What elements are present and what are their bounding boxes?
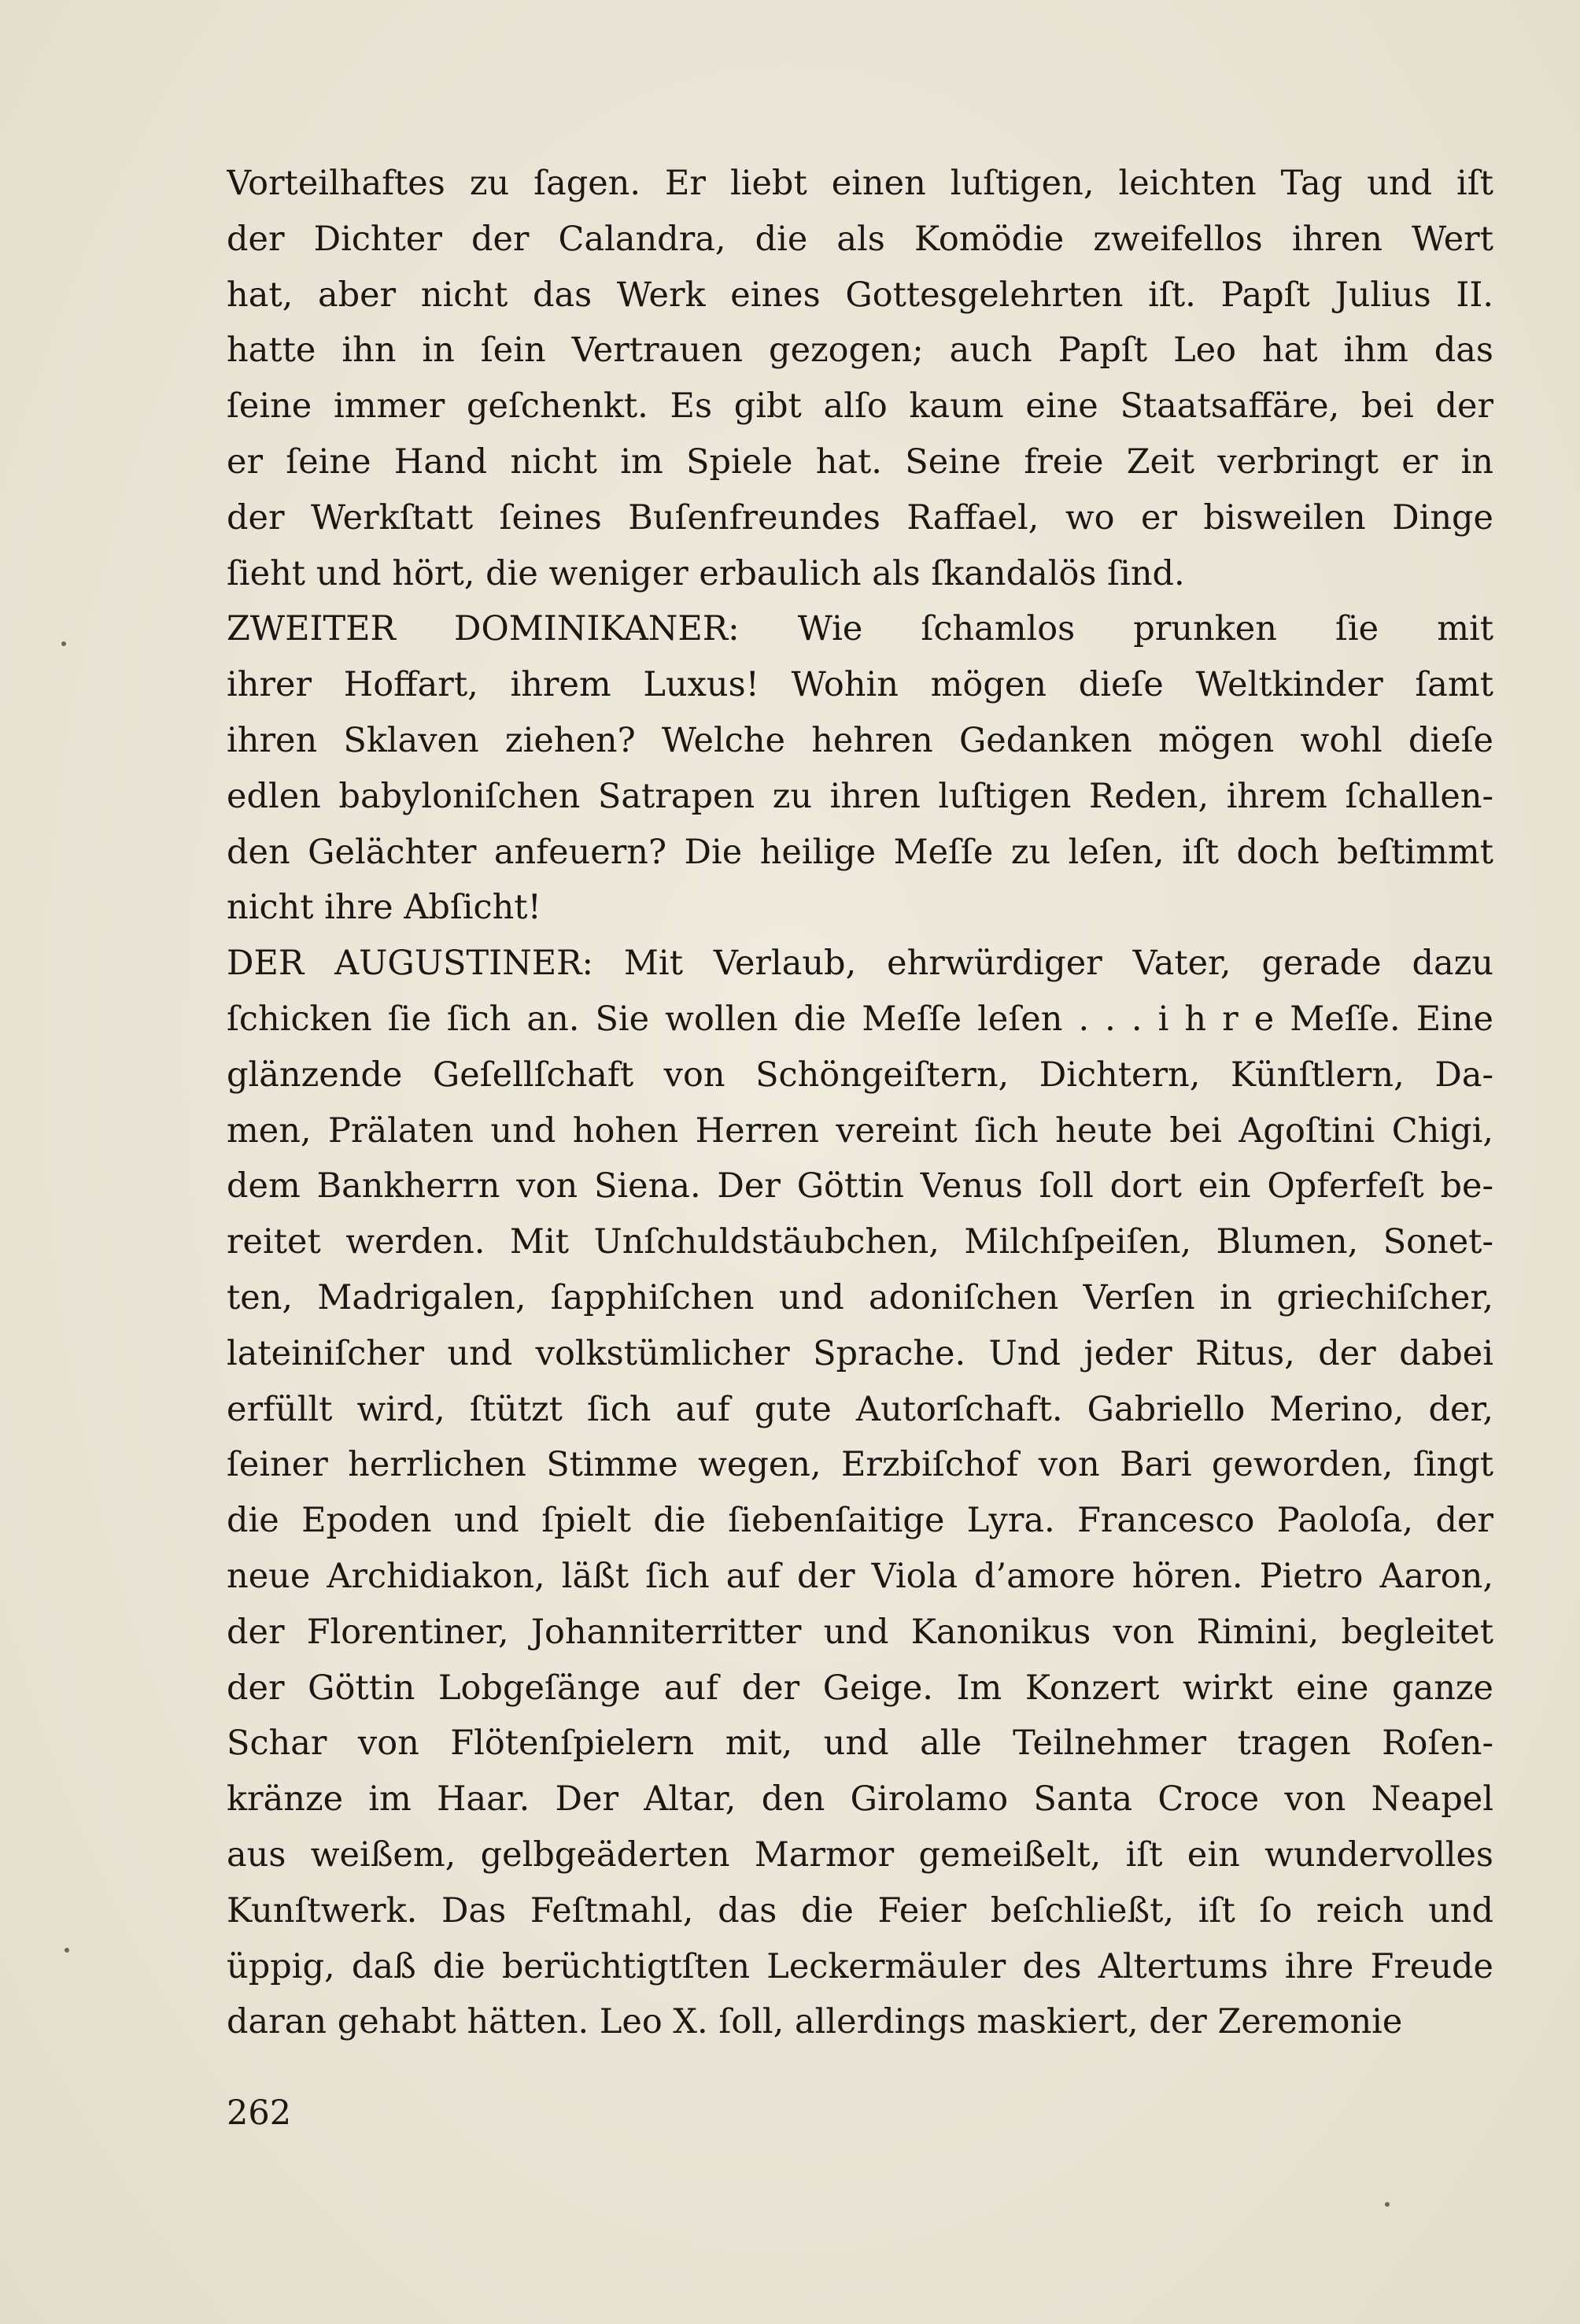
text-line: ihrer Hoffart, ihrem Luxus! Wohin mögen dieſe Weltkinder ſamt [227,665,1493,705]
text-line: die Epoden und ſpielt die ſiebenſaitige Lyra. Francesco Paoloſa, der [227,1501,1493,1541]
text-line: der Göttin Lobgeſänge auf der Geige. Im Konzert wirkt eine ganze [227,1668,1493,1708]
text-line: ſeine immer geſchenkt. Es gibt alſo kaum eine Staatsaffäre, bei der [227,386,1493,427]
text-line: dem Bankherrn von Siena. Der Göttin Venus ſoll dort ein Opferfeſt be- [227,1166,1493,1206]
text-line: ZWEITER DOMINIKANER: Wie ſchamlos prunken ſie mit [227,609,1493,649]
paper-speck [65,1948,69,1953]
text-line: ihren Sklaven ziehen? Welche hehren Gedanken mögen wohl dieſe [227,720,1493,760]
page-number: 262 [227,2093,292,2133]
text-line: DER AUGUSTINER: Mit Verlaub, ehrwürdiger Vater, gerade dazu [227,944,1493,984]
text-line: hatte ihn in ſein Vertrauen gezogen; auch Papſt Leo hat ihm das [227,331,1493,371]
text-line: ſeiner herrlichen Stimme wegen, Erzbiſchof von Bari geworden, ſingt [227,1445,1493,1485]
text-line: lateiniſcher und volkstümlicher Sprache. Und jeder Ritus, der dabei [227,1333,1493,1373]
paper-speck [61,641,66,646]
text-line: der Dichter der Calandra, die als Komödie zweifellos ihren Wert [227,219,1493,259]
text-line: daran gehabt hätten. Leo X. ſoll, allerdings maskiert, der Zeremonie [227,2002,1403,2042]
text-line: üppig, daß die berüchtigtſten Leckermäuler des Altertums ihre Freude [227,1946,1493,1986]
text-line: ten, Madrigalen, ſapphiſchen und adoniſchen Verſen in griechiſcher, [227,1277,1493,1317]
text-line: Kunſtwerk. Das Feſtmahl, das die Feier beſchließt, iſt ſo reich und [227,1890,1493,1931]
text-line: der Werkſtatt ſeines Buſenfreundes Raffael, wo er bisweilen Dinge [227,497,1493,538]
text-line: hat, aber nicht das Werk eines Gottesgelehrten iſt. Papſt Julius II. [227,275,1493,315]
text-line: men, Prälaten und hohen Herren vereint ſich heute bei Agoſtini Chigi, [227,1110,1493,1151]
text-line: Schar von Flötenſpielern mit, und alle Teilnehmer tragen Roſen- [227,1724,1493,1764]
text-line: er ſeine Hand nicht im Spiele hat. Seine freie Zeit verbringt er in [227,442,1493,482]
body-text [227,156,1493,2050]
text-line: aus weißem, gelbgeäderten Marmor gemeißelt, iſt ein wundervolles [227,1834,1493,1875]
text-line: Vorteilhaftes zu ſagen. Er liebt einen luſtigen, leichten Tag und iſt [227,164,1493,203]
text-line: ſchicken ſie ſich an. Sie wollen die Meſſe leſen . . . i h r e Meſſe. Eine [227,999,1493,1039]
text-line: der Florentiner, Johanniterritter und Kanonikus von Rimini, begleitet [227,1612,1493,1652]
text-line: edlen babyloniſchen Satrapen zu ihren luſtigen Reden, ihrem ſchallen- [227,776,1493,816]
text-line: kränze im Haar. Der Altar, den Girolamo Santa Croce von Neapel [227,1779,1493,1820]
text-line: glänzende Geſellſchaft von Schöngeiſtern, Dichtern, Künſtlern, Da- [227,1055,1493,1095]
text-line: erfüllt wird, ſtützt ſich auf gute Autorſchaft. Gabriello Merino, der, [227,1389,1493,1429]
paper-speck [1385,2202,1390,2207]
text-line: nicht ihre Abſicht! [227,888,541,928]
text-line: reitet werden. Mit Unſchuldstäubchen, Milchſpeiſen, Blumen, Sonet- [227,1222,1493,1262]
text-line: den Gelächter anfeuern? Die heilige Meſſe zu leſen, iſt doch beſtimmt [227,832,1493,872]
text-line: ſieht und hört, die weniger erbaulich als ſkandalös ſind. [227,553,1185,593]
text-line: neue Archidiakon, läßt ſich auf der Viola d’amore hören. Pietro Aaron, [227,1556,1493,1596]
